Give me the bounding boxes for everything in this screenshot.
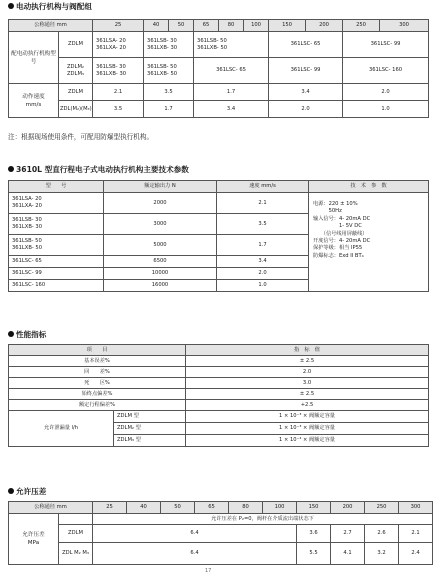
subheader-cell: 允许压差在 P₂=0，阀杆在介质流出端状态下 xyxy=(93,514,433,525)
header-cell: 公称通径 mm xyxy=(9,20,93,32)
table-cell: 6.4 xyxy=(93,543,297,565)
header-cell: 100 xyxy=(263,502,297,514)
force-cell: 5000 xyxy=(104,235,217,256)
header-cell: 40 xyxy=(127,502,161,514)
header-cell: 技 术 参 数 xyxy=(309,181,429,193)
header-cell: 150 xyxy=(297,502,331,514)
header-cell: 150 xyxy=(269,20,306,32)
bullet-icon xyxy=(8,166,14,172)
performance-table xyxy=(8,344,429,447)
value-cell: ± 2.5 xyxy=(186,356,429,367)
table-row xyxy=(9,400,429,411)
table-note: 注：根据现场使用条件，可配用防爆型执行机构。 xyxy=(8,133,154,141)
table-row xyxy=(9,32,429,58)
model-cell: 361LSC- 65 xyxy=(9,256,104,268)
tech-params-table xyxy=(8,180,429,292)
speed-cell: 3.5 xyxy=(217,214,309,235)
table-row xyxy=(9,356,429,367)
table-cell: 2.4 xyxy=(399,543,433,565)
header-cell: 速度 mm/s xyxy=(217,181,309,193)
value-cell: +2.5 xyxy=(186,400,429,411)
model-cell: 361LSC- 99 xyxy=(9,268,104,280)
value-cell: 2.0 xyxy=(186,367,429,378)
force-cell: 16000 xyxy=(104,280,217,292)
table-cell: 361LSA- 20 361LXA- 20 xyxy=(93,32,144,58)
table-row xyxy=(9,193,429,214)
section3-title: 性能指标 xyxy=(8,330,46,340)
table-cell: 2.1 xyxy=(93,84,144,101)
header-cell: 25 xyxy=(93,20,144,32)
header-cell: 50 xyxy=(161,502,195,514)
header-cell: 指 标 值 xyxy=(186,345,429,356)
table-cell: 3.5 xyxy=(93,101,144,118)
table-header-row xyxy=(9,181,429,193)
table-cell: 2.6 xyxy=(365,525,399,543)
table-cell: 5.5 xyxy=(297,543,331,565)
table-row xyxy=(9,525,433,543)
force-cell: 6500 xyxy=(104,256,217,268)
table-cell: 361LSB- 30 361LXB- 30 xyxy=(144,32,194,58)
header-cell: 项 目 xyxy=(9,345,186,356)
model-cell: 361LSC- 160 xyxy=(9,280,104,292)
header-cell: 250 xyxy=(365,502,399,514)
model-cell: ZDLM xyxy=(59,84,93,101)
header-cell: 额定输出力 N xyxy=(104,181,217,193)
table-cell: 361LSB- 30 361LXB- 30 xyxy=(93,58,144,84)
header-cell: 公称通径 mm xyxy=(9,502,93,514)
table-cell: 4.1 xyxy=(331,543,365,565)
table-header-row xyxy=(9,345,429,356)
section2-title: 3610L 型直行程电子式电动执行机构主要技术参数 xyxy=(8,165,189,175)
force-cell: 3000 xyxy=(104,214,217,235)
table-cell: 3.4 xyxy=(194,101,269,118)
table-cell: 2.0 xyxy=(343,84,429,101)
speed-cell: 3.4 xyxy=(217,256,309,268)
table-cell: 3.4 xyxy=(269,84,343,101)
item-cell: 基本误差% xyxy=(9,356,186,367)
header-cell: 40 xyxy=(144,20,169,32)
leak-label: 允许泄漏量 l/h xyxy=(9,411,114,447)
header-cell: 65 xyxy=(194,20,219,32)
actuator-valve-table xyxy=(8,19,429,118)
value-cell: ± 2.5 xyxy=(186,389,429,400)
speed-cell: 2.1 xyxy=(217,193,309,214)
model-cell: ZDLM 型 xyxy=(114,411,186,423)
table-cell: 2.7 xyxy=(331,525,365,543)
model-cell: 361LSB- 30 361LXB- 30 xyxy=(9,214,104,235)
table-row xyxy=(9,101,429,118)
header-cell: 80 xyxy=(219,20,244,32)
table-cell: 361LSB- 50 361LXB- 50 xyxy=(144,58,194,84)
table-row xyxy=(9,378,429,389)
model-cell: ZDL M₂ M₃ xyxy=(59,543,93,565)
model-cell: ZDLM₃ 型 xyxy=(114,435,186,447)
header-cell: 25 xyxy=(93,502,127,514)
table-cell: 361LSC- 99 xyxy=(269,58,343,84)
table-cell: 1.0 xyxy=(343,101,429,118)
header-cell: 300 xyxy=(399,502,433,514)
table-cell: 1.7 xyxy=(194,84,269,101)
table-row xyxy=(9,514,433,525)
table-cell: 361LSC- 65 xyxy=(269,32,343,58)
header-cell: 200 xyxy=(306,20,343,32)
table-cell: 361LSC- 65 xyxy=(194,58,269,84)
table-row xyxy=(9,58,429,84)
table-cell: 3.5 xyxy=(144,84,194,101)
table-cell: 1.7 xyxy=(144,101,194,118)
table-cell: 361LSC- 99 xyxy=(343,32,429,58)
item-cell: 额定行程偏差% xyxy=(9,400,186,411)
value-cell: 3.0 xyxy=(186,378,429,389)
pressure-label: 允许压差 MPa xyxy=(9,514,59,565)
section4-title: 允许压差 xyxy=(8,487,46,497)
header-cell: 250 xyxy=(343,20,380,32)
item-cell: 始终点偏差% xyxy=(9,389,186,400)
table-cell: 3.2 xyxy=(365,543,399,565)
force-cell: 2000 xyxy=(104,193,217,214)
header-cell: 200 xyxy=(331,502,365,514)
model-cell: ZDLM xyxy=(59,32,93,58)
header-cell: 50 xyxy=(169,20,194,32)
table-header-row xyxy=(9,20,429,32)
table-cell: 2.0 xyxy=(269,101,343,118)
speed-cell: 1.0 xyxy=(217,280,309,292)
section1-title: 电动执行机构与阀配组 xyxy=(8,2,92,12)
table-cell: 361LSC- 160 xyxy=(343,58,429,84)
item-cell: 死 区% xyxy=(9,378,186,389)
value-cell: 1 × 10⁻³ × 阀额定容量 xyxy=(186,411,429,423)
value-cell: 1 × 10⁻³ × 阀额定容量 xyxy=(186,423,429,435)
header-cell: 型 号 xyxy=(9,181,104,193)
pressure-table xyxy=(8,501,433,565)
tech-spec-text: 电源：220 ± 10% 50Hz 输入信号：4- 20mA DC 1- 5V DC （信号线用屏蔽线） 开度信号：4- 20mA DC 保护等级：相当 IP55 防爆标志：Exd II BT₄ xyxy=(309,193,429,292)
header-cell: 300 xyxy=(380,20,429,32)
header-cell: 100 xyxy=(244,20,269,32)
model-cell: ZDLM₂ 型 xyxy=(114,423,186,435)
table-cell: 361LSB- 50 361LXB- 50 xyxy=(194,32,269,58)
value-cell: 1 × 10⁻⁴ × 阀额定容量 xyxy=(186,435,429,447)
speed-cell: 2.0 xyxy=(217,268,309,280)
item-cell: 回 差% xyxy=(9,367,186,378)
speed-cell: 1.7 xyxy=(217,235,309,256)
model-cell: ZDLM xyxy=(59,525,93,543)
bullet-icon xyxy=(8,331,14,337)
speed-label: 动作速度 mm/s xyxy=(9,84,59,118)
header-cell: 80 xyxy=(229,502,263,514)
table-cell: 2.1 xyxy=(399,525,433,543)
table-row xyxy=(9,543,433,565)
model-cell: ZDLM₂ ZDLM₃ xyxy=(59,58,93,84)
table-header-row xyxy=(9,502,433,514)
model-cell: 361LSA- 20 361LXA- 20 xyxy=(9,193,104,214)
table-cell: 6.4 xyxy=(93,525,297,543)
bullet-icon xyxy=(8,3,14,9)
model-cell: 361LSB- 50 361LXB- 50 xyxy=(9,235,104,256)
page-number: 17 xyxy=(205,568,212,574)
table-row xyxy=(9,411,429,423)
force-cell: 10000 xyxy=(104,268,217,280)
table-row xyxy=(9,389,429,400)
table-row xyxy=(9,84,429,101)
table-cell: 3.6 xyxy=(297,525,331,543)
group-label: 配电动执行机构型号 xyxy=(9,32,59,84)
table-row xyxy=(9,367,429,378)
model-cell: ZDL(M₂)(M₃) xyxy=(59,101,93,118)
header-cell: 65 xyxy=(195,502,229,514)
bullet-icon xyxy=(8,488,14,494)
